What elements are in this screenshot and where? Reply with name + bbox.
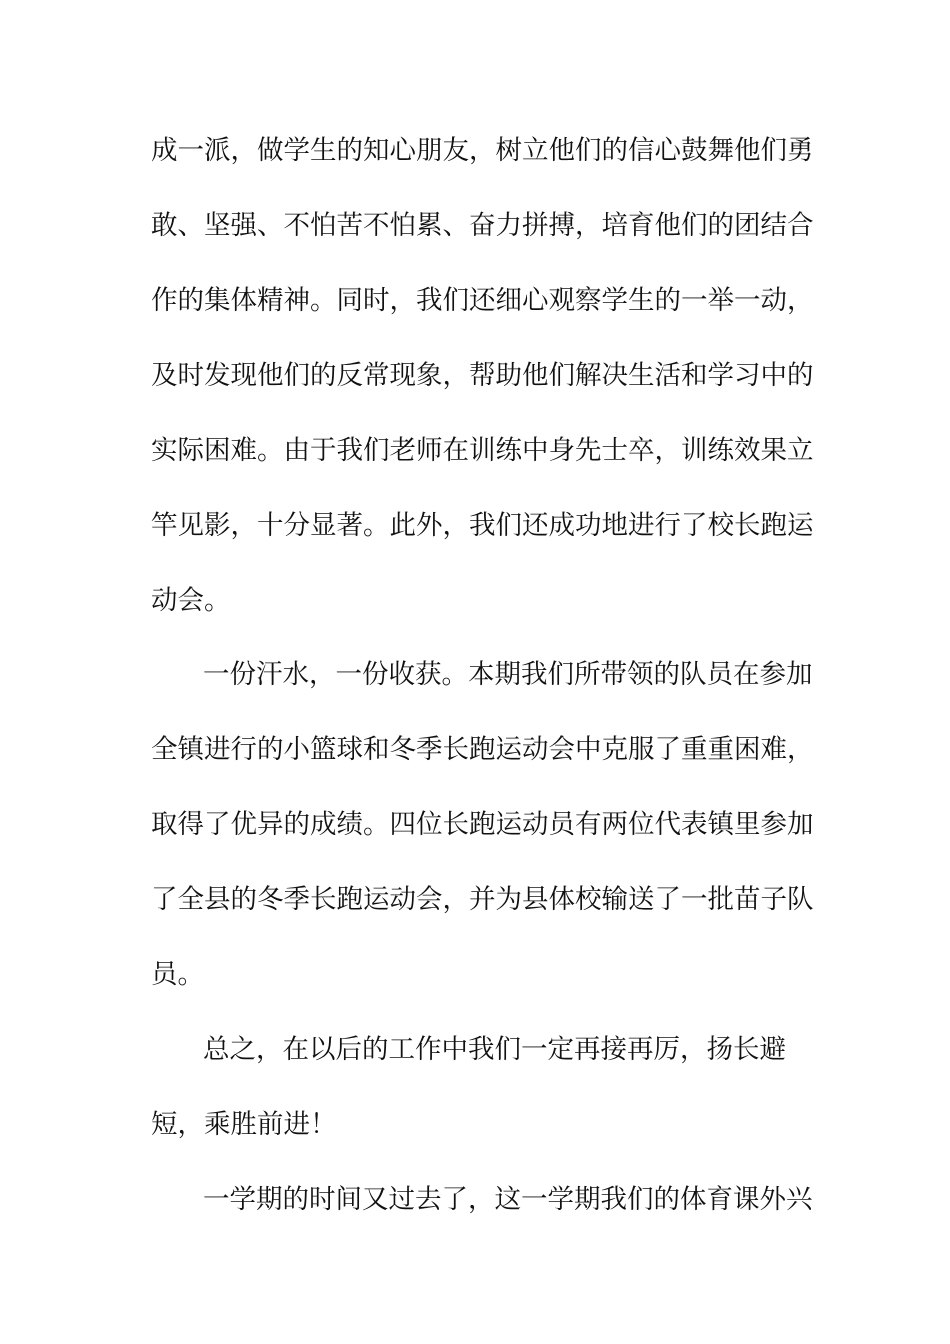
text-line: 竿见影，十分显著。此外，我们还成功地进行了校长跑运: [151, 510, 814, 541]
text-line: 敢、坚强、不怕苦不怕累、奋力拼搏，培育他们的团结合: [151, 210, 814, 241]
text-line: 全镇进行的小篮球和冬季长跑运动会中克服了重重困难，: [151, 734, 814, 765]
text-line: 取得了优异的成绩。四位长跑运动员有两位代表镇里参加: [151, 809, 814, 840]
text-line: 作的集体精神。同时，我们还细心观察学生的一举一动，: [151, 285, 814, 316]
text-line: 实际困难。由于我们老师在训练中身先士卒，训练效果立: [151, 435, 814, 466]
text-line: 成一派，做学生的知心朋友，树立他们的信心鼓舞他们勇: [151, 135, 814, 166]
paragraph-start-line: 总之，在以后的工作中我们一定再接再厉，扬长避: [203, 1034, 786, 1065]
text-line: 员。: [151, 959, 204, 990]
paragraph-start-line: 一份汗水，一份收获。本期我们所带领的队员在参加: [203, 659, 813, 690]
text-line: 及时发现他们的反常现象，帮助他们解决生活和学习中的: [151, 360, 814, 391]
text-line: 动会。: [151, 585, 231, 616]
text-line: 短，乘胜前进！: [151, 1109, 337, 1140]
text-line: 了全县的冬季长跑运动会，并为县体校输送了一批苗子队: [151, 884, 814, 915]
paragraph-start-line: 一学期的时间又过去了，这一学期我们的体育课外兴: [203, 1184, 813, 1215]
